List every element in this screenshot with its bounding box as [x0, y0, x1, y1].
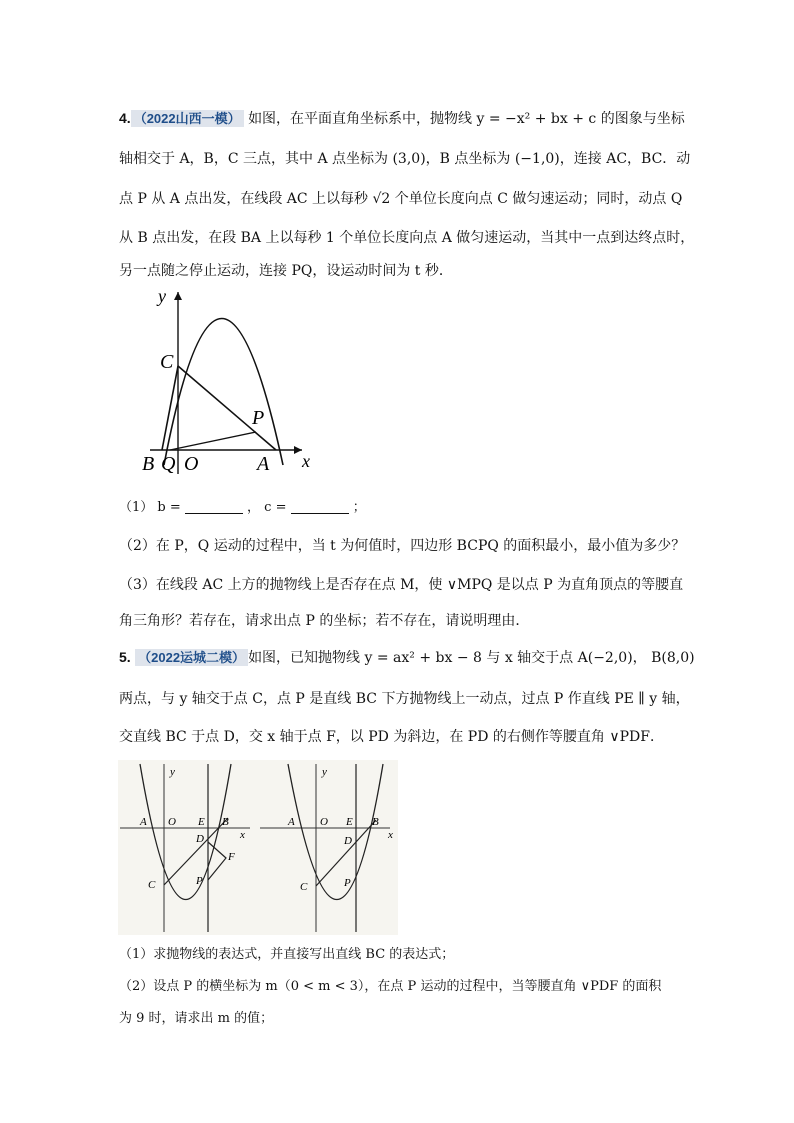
q4-sub1-mid: ， c =: [247, 500, 287, 515]
q5f2-label-C: C: [300, 881, 308, 893]
q4-label-y: y: [158, 286, 166, 306]
q5f2-label-O: O: [320, 816, 328, 828]
q5-stem-line1: 如图，已知抛物线 y = ax² + bx − 8 与 x 轴交于点 A(−2,0)， B(8,0): [248, 650, 695, 666]
q5-sub1: （1）求抛物线的表达式，并直接写出直线 BC 的表达式；: [119, 947, 455, 962]
q4-stem-line3: 点 P 从 A 点出发，在线段 AC 上以每秒 √2 个单位长度向点 C 做匀速运动；同时，动点 Q: [119, 191, 683, 207]
q5f2-label-A: A: [288, 816, 295, 828]
q5f1-label-A: A: [140, 816, 147, 828]
q4-blank-c[interactable]: [291, 501, 349, 514]
q4-stem-line1: 如图，在平面直角坐标系中，抛物线 y = −x² + bx + c 的图象与坐标: [248, 111, 685, 127]
q5f1-label-D: D: [196, 833, 204, 845]
q5f2-label-B: B: [372, 816, 379, 828]
q5f2-parabola: [288, 764, 383, 900]
q5f2-label-x: x: [388, 829, 393, 841]
q4-segment-PQ: [170, 432, 256, 450]
q5-stem-line3: 交直线 BC 于点 D，交 x 轴于点 F，以 PD 为斜边，在 PD 的右侧作等腰直角 ∨PDF．: [119, 729, 664, 745]
q4-stem-line5: 另一点随之停止运动，连接 PQ，设运动时间为 t 秒．: [119, 263, 453, 279]
q4-label-C: C: [160, 351, 174, 373]
q5f1-label-P: P: [196, 875, 203, 887]
q4-sub3-line2: 角三角形？若存在，请求出点 P 的坐标；若不存在，请说明理由．: [119, 613, 530, 629]
q5-figure-1: [118, 760, 258, 935]
q5-number: 5.: [119, 649, 131, 665]
q4-y-arrow: [174, 292, 182, 300]
q4-label-P: P: [252, 407, 265, 429]
q4-sub3-line1: （3）在线段 AC 上方的抛物线上是否存在点 M，使 ∨MPQ 是以点 P 为直角顶点的等腰直: [119, 577, 684, 593]
q5-sub2-line1: （2）设点 P 的横坐标为 m（0 < m < 3），在点 P 运动的过程中，当等腰直角 ∨PDF 的面积: [119, 979, 662, 994]
q5f1-label-E: E: [198, 816, 205, 828]
q4-label-x: x: [302, 451, 310, 471]
q5f1-label-y: y: [170, 766, 175, 778]
q5f2-label-D: D: [344, 835, 352, 847]
q4-stem-line4: 从 B 点出发，在段 BA 上以每秒 1 个单位长度向点 A 做匀速运动，当其中一点到达终点时，: [119, 230, 695, 246]
q4-source-tag: （2022山西一模）: [131, 110, 244, 127]
q4-blank-b[interactable]: [185, 501, 243, 514]
q5-sub2-line2: 为 9 时，请求出 m 的值；: [119, 1011, 274, 1026]
q4-sub2: （2）在 P，Q 运动的过程中，当 t 为何值时，四边形 BCPQ 的面积最小，最小值为多少？: [119, 538, 686, 554]
q5-line1: [119, 648, 695, 667]
q5-stem-line2: 两点，与 y 轴交于点 C，点 P 是直线 BC 下方抛物线上一动点，过点 P 作直线 PE ∥ y 轴，: [119, 691, 690, 707]
q5f1-label-B: B: [222, 816, 229, 828]
q4-label-B: B: [142, 453, 155, 475]
q5f1-label-x: x: [240, 829, 245, 841]
q4-number: 4.: [119, 110, 131, 126]
q4-stem-line2: 轴相交于 A，B，C 三点，其中 A 点坐标为 (3,0)，B 点坐标为 (−1,0)，连接 AC，BC．动: [119, 151, 691, 167]
q5f1-label-F: F: [228, 851, 235, 863]
q4-line1: [119, 109, 685, 128]
q5f2-label-P: P: [344, 877, 351, 889]
q4-label-Q: Q: [161, 453, 176, 475]
q5f1-label-O: O: [168, 816, 176, 828]
q5-source-tag: （2022运城二模）: [135, 649, 248, 666]
q4-label-A: A: [257, 453, 270, 475]
q4-x-arrow: [294, 446, 302, 454]
q4-sub1-prefix: （1） b =: [119, 500, 181, 515]
q5f1-triangle-PDF: [208, 842, 226, 880]
q4-sub1-end: ；: [352, 500, 366, 515]
q4-label-O: O: [184, 453, 199, 475]
q4-parabola: [164, 319, 283, 466]
q4-sub1: [119, 499, 366, 517]
q5f1-label-C: C: [148, 879, 156, 891]
q5f2-label-E: E: [346, 816, 353, 828]
q4-figure: [130, 282, 330, 482]
q5f2-label-y: y: [322, 766, 327, 778]
q5-figure-2: [258, 760, 398, 935]
